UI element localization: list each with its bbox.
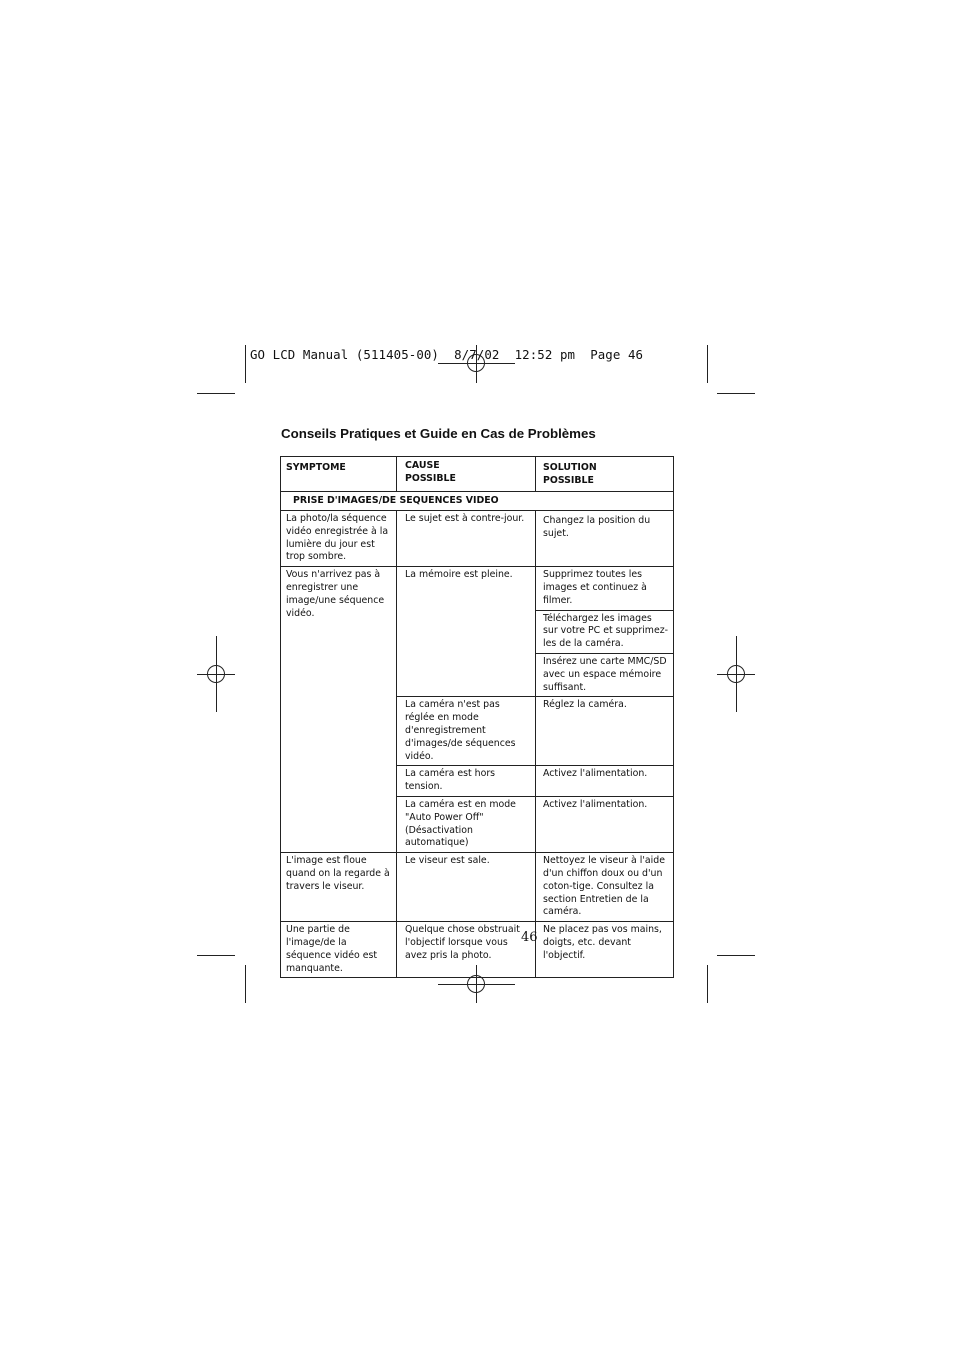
crop-mark-top-right-horizontal <box>717 393 755 394</box>
symptom-cell: La photo/la séquence vidéo enregistrée à la lumière du jour est trop sombre. <box>281 511 397 567</box>
crop-mark-top-right-vertical <box>707 345 708 383</box>
cause-cell: Le sujet est à contre-jour. <box>397 511 536 567</box>
symptom-cell: Une partie de l'image/de la séquence vidéo est manquante. <box>281 922 397 978</box>
cause-cell: La caméra est en mode "Auto Power Off" (Désactivation automatique) <box>397 796 536 852</box>
table-header-row <box>281 457 674 492</box>
solution-cell: Supprimez toutes les images et continuez à filmer. <box>536 567 674 610</box>
solution-cell: Téléchargez les images sur votre PC et supprimez-les de la caméra. <box>536 610 674 653</box>
header-solution: SOLUTION POSSIBLE <box>536 457 674 492</box>
solution-cell: Activez l'alimentation. <box>536 796 674 852</box>
solution-cell: Réglez la caméra. <box>536 697 674 766</box>
header-cause: CAUSE POSSIBLE <box>397 457 536 492</box>
solution-cell: Insérez une carte MMC/SD avec un espace mémoire suffisant. <box>536 653 674 696</box>
symptom-cell: L'image est floue quand on la regarde à travers le viseur. <box>281 853 397 922</box>
cause-cell: Quelque chose obstruait l'objectif lorsque vous avez pris la photo. <box>397 922 536 978</box>
symptom-cell: Vous n'arrivez pas à enregistrer une image/une séquence vidéo. <box>281 567 397 853</box>
solution-cell: Nettoyez le viseur à l'aide d'un chiffon doux ou d'un coton-tige. Consultez la section Entretien de la caméra. <box>536 853 674 922</box>
crop-mark-bottom-left-horizontal <box>197 955 235 956</box>
table-section-row <box>281 492 674 511</box>
cause-cell: La caméra n'est pas réglée en mode d'enregistrement d'images/de séquences vidéo. <box>397 697 536 766</box>
troubleshooting-table <box>280 456 674 978</box>
crop-mark-bottom-left-vertical <box>245 965 246 1003</box>
solution-cell: Ne placez pas vos mains, doigts, etc. devant l'objectif. <box>536 922 674 978</box>
registration-circle-icon <box>207 665 225 683</box>
solution-cell: Changez la position du sujet. <box>536 511 674 567</box>
section-title: PRISE D'IMAGES/DE SEQUENCES VIDEO <box>281 492 674 511</box>
cause-cell: Le viseur est sale. <box>397 853 536 922</box>
crop-mark-bottom-right-horizontal <box>717 955 755 956</box>
solution-cell: Activez l'alimentation. <box>536 766 674 797</box>
table-row <box>281 853 674 922</box>
header-symptom: SYMPTOME <box>281 457 397 492</box>
crop-mark-bottom-right-vertical <box>707 965 708 1003</box>
table-row <box>281 567 674 610</box>
crop-mark-top-left-horizontal <box>197 393 235 394</box>
crop-mark-top-left-vertical <box>245 345 246 383</box>
printer-slug-line: GO LCD Manual (511405-00) 8/7/02 12:52 pm Page 46 <box>250 347 644 362</box>
page-title: Conseils Pratiques et Guide en Cas de Problèmes <box>281 426 596 441</box>
table-row <box>281 922 674 978</box>
cause-cell: La mémoire est pleine. <box>397 567 536 697</box>
page-number: 46 <box>521 930 538 945</box>
registration-circle-icon <box>727 665 745 683</box>
cause-cell: La caméra est hors tension. <box>397 766 536 797</box>
table-row <box>281 511 674 567</box>
